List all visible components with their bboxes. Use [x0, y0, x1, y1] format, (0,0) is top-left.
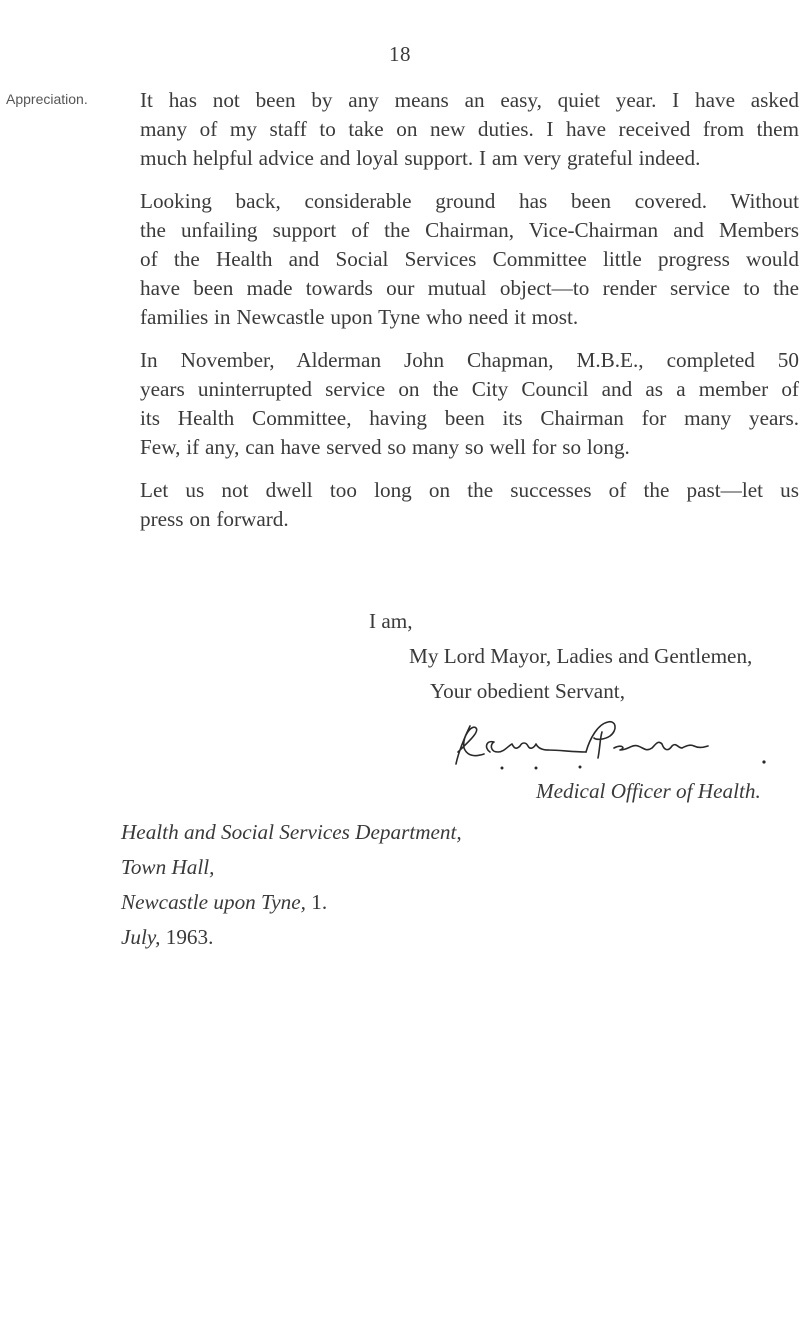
address-postal: 1.: [311, 890, 328, 914]
paragraph-line: its Health Committee, having been its Chairman for many years.: [140, 406, 799, 430]
signature: [450, 718, 770, 773]
paragraph-1: [121, 86, 799, 173]
paragraph-line: In November, Alderman John Chapman, M.B.E., completed 50: [140, 348, 799, 372]
paragraph-line: It has not been by any means an easy, quiet year. I have asked: [140, 88, 799, 112]
address-building: Town Hall,: [121, 855, 215, 879]
address-year: 1963.: [165, 925, 214, 949]
paragraph-line: years uninterrupted service on the City Council and as a member of: [140, 377, 799, 401]
address-date-line: [121, 923, 213, 952]
paragraph-line: Few, if any, can have served so many so well for so long.: [140, 435, 630, 459]
page-number: 18: [389, 42, 411, 66]
paragraph-line: much helpful advice and loyal support. I am very grateful indeed.: [140, 146, 701, 170]
address-department: Health and Social Services Department,: [121, 820, 462, 844]
closing-title: Medical Officer of Health.: [536, 779, 761, 803]
closing-servant: Your obedient Servant,: [430, 679, 625, 703]
paragraph-line: the unfailing support of the Chairman, Vice-Chairman and Members: [140, 218, 799, 242]
address-city-line: [121, 888, 327, 917]
address-city: Newcastle upon Tyne,: [121, 890, 306, 914]
margin-note: Appreciation.: [6, 91, 88, 107]
paragraph-line: of the Health and Social Services Committee little progress would: [140, 247, 799, 271]
paragraph-line: Looking back, considerable ground has been covered. Without: [140, 189, 799, 213]
paragraph-2: [121, 187, 799, 332]
paragraph-line: have been made towards our mutual object—to render service to the: [140, 276, 799, 300]
paragraph-line: press on forward.: [140, 507, 289, 531]
body-text: [121, 86, 799, 548]
paragraph-line: many of my staff to take on new duties. I have received from them: [140, 117, 799, 141]
paragraph-3: [121, 346, 799, 462]
address-month: July,: [121, 925, 161, 949]
closing-salutation: My Lord Mayor, Ladies and Gentlemen,: [409, 644, 753, 668]
paragraph-line: Let us not dwell too long on the successes of the past—let us: [140, 478, 799, 502]
paragraph-line: families in Newcastle upon Tyne who need it most.: [140, 305, 579, 329]
closing-i-am: I am,: [369, 609, 413, 633]
paragraph-4: [121, 476, 799, 534]
